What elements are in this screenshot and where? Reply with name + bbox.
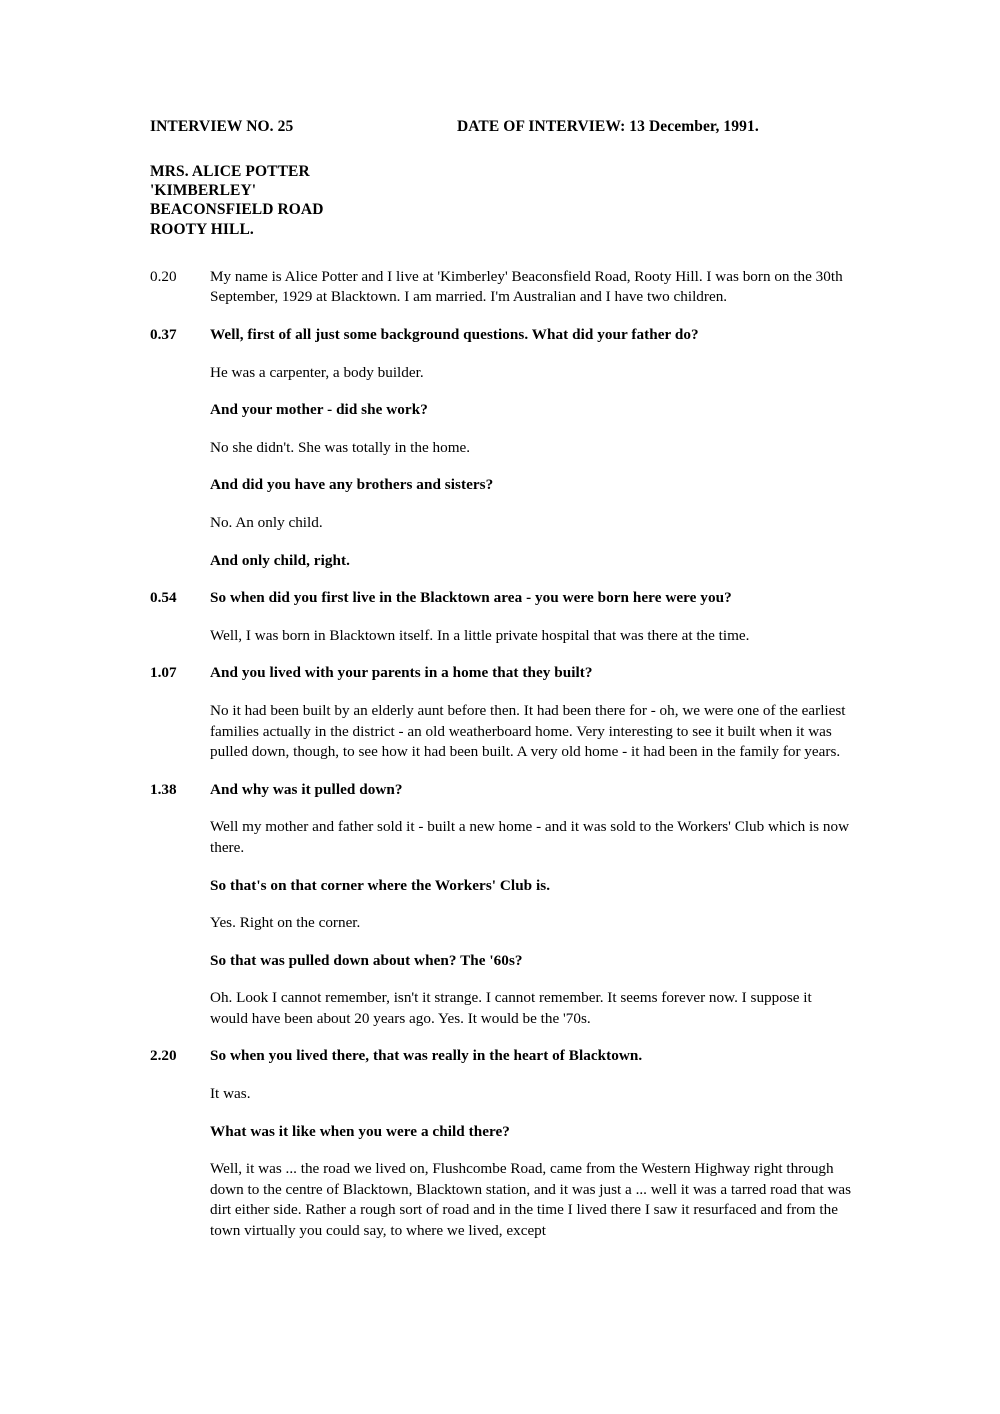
- interviewer-question: So when did you first live in the Blacktown area - you were born here were you?: [210, 589, 732, 607]
- timecode: 0.37: [150, 326, 177, 343]
- interviewee-answer: My name is Alice Potter and I live at 'Kimberley' Beaconsfield Road, Rooty Hill. I was born on the 30th September, 1929 at Blacktown. I am married. I'm Australian and I have two children.: [210, 267, 843, 306]
- transcript-entry: [150, 363, 852, 384]
- transcript-entry: [150, 817, 852, 858]
- interviewer-question: And you lived with your parents in a home that they built?: [210, 664, 593, 682]
- transcript-entry: [150, 701, 852, 763]
- interviewee-answer: It was.: [210, 1085, 251, 1103]
- interviewer-question: Well, first of all just some background questions. What did your father do?: [210, 326, 699, 343]
- address-line: ROOTY HILL.: [150, 220, 254, 238]
- interviewer-question: And only child, right.: [210, 551, 350, 569]
- interviewee-answer: Oh. Look I cannot remember, isn't it strange. I cannot remember. It seems forever now. I suppose it would have been about 20 years ago. Yes. It would be the '70s.: [210, 989, 812, 1027]
- transcript-entry: [150, 780, 852, 801]
- interviewer-question: And why was it pulled down?: [210, 780, 403, 798]
- timecode: 1.07: [150, 664, 177, 682]
- transcript-entry: [150, 913, 852, 934]
- interviewee-answer: Well, I was born in Blacktown itself. In a little private hospital that was there at the time.: [210, 626, 750, 644]
- transcript-entry: [150, 400, 852, 421]
- interviewee-answer: No. An only child.: [210, 513, 323, 531]
- transcript-entry: [150, 513, 852, 534]
- interviewee-answer: Well my mother and father sold it - built a new home - and it was sold to the Workers' Club which is now there.: [210, 818, 850, 856]
- timecode: 0.20: [150, 267, 177, 285]
- document-content: [150, 118, 852, 1259]
- interviewer-question: So that was pulled down about when? The '60s?: [210, 951, 523, 969]
- transcript-entry: [150, 325, 852, 346]
- timecode: 1.38: [150, 780, 177, 798]
- interviewer-question: So that's on that corner where the Workers' Club is.: [210, 876, 551, 894]
- interviewee-answer: Yes. Right on the corner.: [210, 914, 361, 932]
- interview-date: DATE OF INTERVIEW: 13 December, 1991.: [457, 118, 759, 135]
- document-header-row: [150, 118, 852, 140]
- address-line: BEACONSFIELD ROAD: [150, 201, 324, 219]
- transcript-entry: [150, 1046, 852, 1067]
- transcript-entry: [150, 475, 852, 496]
- interviewee-answer: No it had been built by an elderly aunt before then. It had been there for - oh, we were one of the earliest families actually in the district - an old weatherboard home. Very interesting to see it built when it was pulled down, though, to see how it had been built. A very old home - it had been in the family for years.: [210, 701, 846, 761]
- timecode: 0.54: [150, 589, 177, 607]
- transcript-entry: [150, 551, 852, 572]
- interviewer-question: And your mother - did she work?: [210, 401, 428, 419]
- address-line: 'KIMBERLEY': [150, 182, 257, 200]
- interviewee-answer: Well, it was ... the road we lived on, Flushcombe Road, came from the Western Highway right through down to the centre of Blacktown, Blacktown station, and it was just a ... well it was a tarred road that was dirt either side. Rather a rough sort of road and in the time I lived there I saw it resurfaced and from the town virtually you could say, to where we lived, except: [210, 1160, 852, 1240]
- interviewer-question: So when you lived there, that was really in the heart of Blacktown.: [210, 1047, 643, 1065]
- interviewee-answer: No she didn't. She was totally in the home.: [210, 438, 471, 456]
- transcript-entry: [150, 1084, 852, 1105]
- address-line: MRS. ALICE POTTER: [150, 163, 310, 180]
- transcript-entry: [150, 1122, 852, 1143]
- interviewer-question: And did you have any brothers and sisters?: [210, 476, 494, 494]
- transcript-entry: [150, 626, 852, 647]
- timecode: 2.20: [150, 1047, 177, 1065]
- interviewee-address-block: [150, 162, 852, 239]
- transcript-entry: [150, 951, 852, 972]
- transcript-entry: [150, 988, 852, 1029]
- interviewer-question: What was it like when you were a child there?: [210, 1122, 510, 1140]
- transcript-entry: [150, 588, 852, 609]
- transcript-entries: [150, 267, 852, 1242]
- transcript-entry: [150, 876, 852, 897]
- transcript-entry: [150, 1159, 852, 1241]
- transcript-entry: [150, 267, 852, 308]
- transcript-entry: [150, 663, 852, 684]
- transcript-entry: [150, 438, 852, 459]
- interview-number: INTERVIEW NO. 25: [150, 118, 294, 135]
- interviewee-answer: He was a carpenter, a body builder.: [210, 363, 424, 381]
